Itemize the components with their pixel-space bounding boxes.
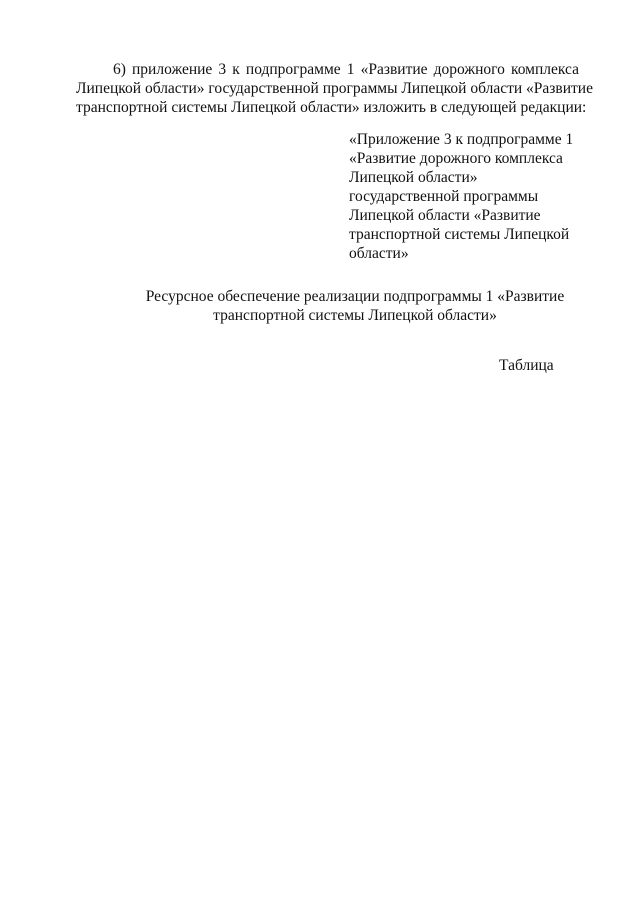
appendix-line: «Развитие дорожного комплекса bbox=[349, 150, 563, 167]
appendix-line: Липецкой области «Развитие bbox=[349, 207, 541, 224]
appendix-line: транспортной системы Липецкой bbox=[349, 226, 570, 243]
table-label: Таблица bbox=[499, 357, 554, 374]
heading-line: транспортной системы Липецкой области» bbox=[213, 307, 497, 324]
intro-line: 6) приложение 3 к подпрограмме 1 «Развитие дорожного комплекса bbox=[113, 61, 579, 78]
appendix-line: государственной программы bbox=[349, 188, 539, 205]
intro-line: транспортной системы Липецкой области» изложить в следующей редакции: bbox=[76, 99, 587, 116]
section-heading bbox=[100, 287, 610, 325]
appendix-line: области» bbox=[349, 245, 409, 262]
appendix-line: «Приложение 3 к подпрограмме 1 bbox=[349, 131, 574, 148]
appendix-note bbox=[349, 130, 589, 263]
intro-paragraph bbox=[76, 60, 593, 117]
intro-line: Липецкой области» государственной программы Липецкой области «Развитие bbox=[76, 80, 593, 97]
appendix-line: Липецкой области» bbox=[349, 169, 478, 186]
heading-line: Ресурсное обеспечение реализации подпрограммы 1 «Развитие bbox=[145, 288, 565, 305]
